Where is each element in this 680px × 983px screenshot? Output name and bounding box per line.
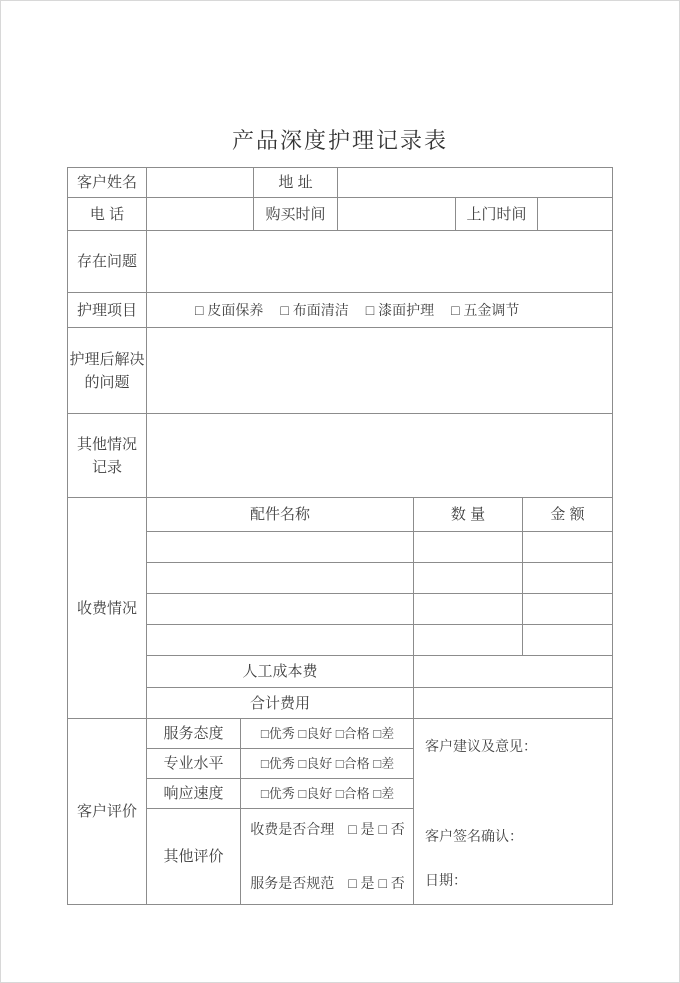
criterion-professional-level-row	[147, 749, 413, 779]
phone-value-cell[interactable]	[147, 198, 254, 230]
total-cost-label: 合计费用	[147, 688, 414, 719]
amount-cell[interactable]	[523, 532, 612, 562]
quantity-cell[interactable]	[414, 594, 523, 624]
row-other-records	[68, 414, 612, 498]
record-form-table	[67, 167, 613, 905]
visit-time-value-cell[interactable]	[538, 198, 612, 230]
customer-signature-label: 客户签名确认：	[425, 828, 523, 844]
evaluation-label: 客户评价	[68, 719, 147, 904]
other-records-label: 其他情况 记录	[68, 414, 147, 497]
professional-level-rating-checkboxes[interactable]: □优秀 □良好 □合格 □差	[260, 756, 395, 771]
criterion-response-speed-row	[147, 779, 413, 809]
form-title: 产品深度护理记录表	[231, 128, 448, 153]
professional-level-label: 专业水平	[147, 749, 241, 778]
visit-time-label: 上门时间	[456, 198, 538, 230]
solved-problems-label: 护理后解决 的问题	[68, 328, 147, 413]
existing-problems-label: 存在问题	[68, 231, 147, 292]
customer-name-label: 客户姓名	[68, 168, 147, 197]
solved-problems-value-cell[interactable]	[147, 328, 612, 413]
customer-name-value-cell[interactable]	[147, 168, 254, 197]
response-speed-label: 响应速度	[147, 779, 241, 808]
row-existing-problems	[68, 231, 612, 293]
service-attitude-label: 服务态度	[147, 719, 241, 748]
row-evaluation	[68, 719, 612, 904]
quantity-cell[interactable]	[414, 532, 523, 562]
charges-item-row	[147, 532, 612, 563]
parts-name-cell[interactable]	[147, 532, 414, 562]
service-standard-checkbox[interactable]: 服务是否规范 □ 是 □ 否	[250, 875, 405, 891]
date-label: 日期：	[425, 872, 467, 888]
customer-suggestions-label: 客户建议及意见：	[425, 738, 537, 754]
amount-header: 金 额	[550, 506, 585, 523]
evaluation-subtable	[147, 719, 414, 904]
labor-cost-row	[147, 656, 612, 688]
row-solved-problems	[68, 328, 612, 414]
other-records-value-cell[interactable]	[147, 414, 612, 497]
purchase-time-value-cell[interactable]	[338, 198, 456, 230]
other-evaluation-row	[147, 809, 413, 904]
care-items-options-cell	[147, 293, 612, 327]
parts-name-cell[interactable]	[147, 625, 414, 655]
other-evaluation-options-cell	[241, 809, 414, 904]
care-option-fabric-checkbox[interactable]: □ 布面清洁	[280, 301, 349, 318]
purchase-time-label: 购买时间	[254, 198, 338, 230]
charges-item-row	[147, 625, 612, 656]
row-charges	[68, 498, 612, 719]
phone-label: 电 话	[68, 198, 147, 230]
care-option-hardware-checkbox[interactable]: □ 五金调节	[451, 301, 520, 318]
row-customer-name-address	[68, 168, 612, 198]
total-cost-value-cell[interactable]	[414, 688, 612, 719]
total-cost-row	[147, 688, 612, 719]
response-speed-rating-checkboxes[interactable]: □优秀 □良好 □合格 □差	[260, 786, 395, 801]
charges-item-row	[147, 594, 612, 625]
other-evaluation-label: 其他评价	[147, 809, 241, 904]
address-value-cell[interactable]	[338, 168, 612, 197]
amount-cell[interactable]	[523, 594, 612, 624]
fee-reasonable-checkbox[interactable]: 收费是否合理 □ 是 □ 否	[250, 821, 405, 837]
parts-name-header: 配件名称	[147, 498, 414, 531]
address-label: 地 址	[254, 168, 338, 197]
existing-problems-value-cell[interactable]	[147, 231, 612, 292]
care-option-paint-checkbox[interactable]: □ 漆面护理	[365, 301, 435, 318]
care-items-label: 护理项目	[68, 293, 147, 327]
parts-name-cell[interactable]	[147, 563, 414, 593]
suggestion-signature-cell	[414, 719, 612, 904]
charges-item-row	[147, 563, 612, 594]
quantity-header: 数 量	[414, 498, 523, 531]
amount-cell[interactable]	[523, 625, 612, 655]
care-option-leather-checkbox[interactable]: □ 皮面保养	[195, 301, 264, 318]
quantity-cell[interactable]	[414, 563, 523, 593]
labor-cost-label: 人工成本费	[147, 656, 414, 687]
row-care-items	[68, 293, 612, 328]
row-phone-times	[68, 198, 612, 231]
quantity-cell[interactable]	[414, 625, 523, 655]
service-attitude-rating-checkboxes[interactable]: □优秀 □良好 □合格 □差	[260, 726, 395, 741]
criterion-service-attitude-row	[147, 719, 413, 749]
charges-header-row	[147, 498, 612, 532]
charges-label: 收费情况	[68, 498, 147, 718]
labor-cost-value-cell[interactable]	[414, 656, 612, 687]
parts-name-cell[interactable]	[147, 594, 414, 624]
amount-cell[interactable]	[523, 563, 612, 593]
charges-subtable	[147, 498, 612, 718]
